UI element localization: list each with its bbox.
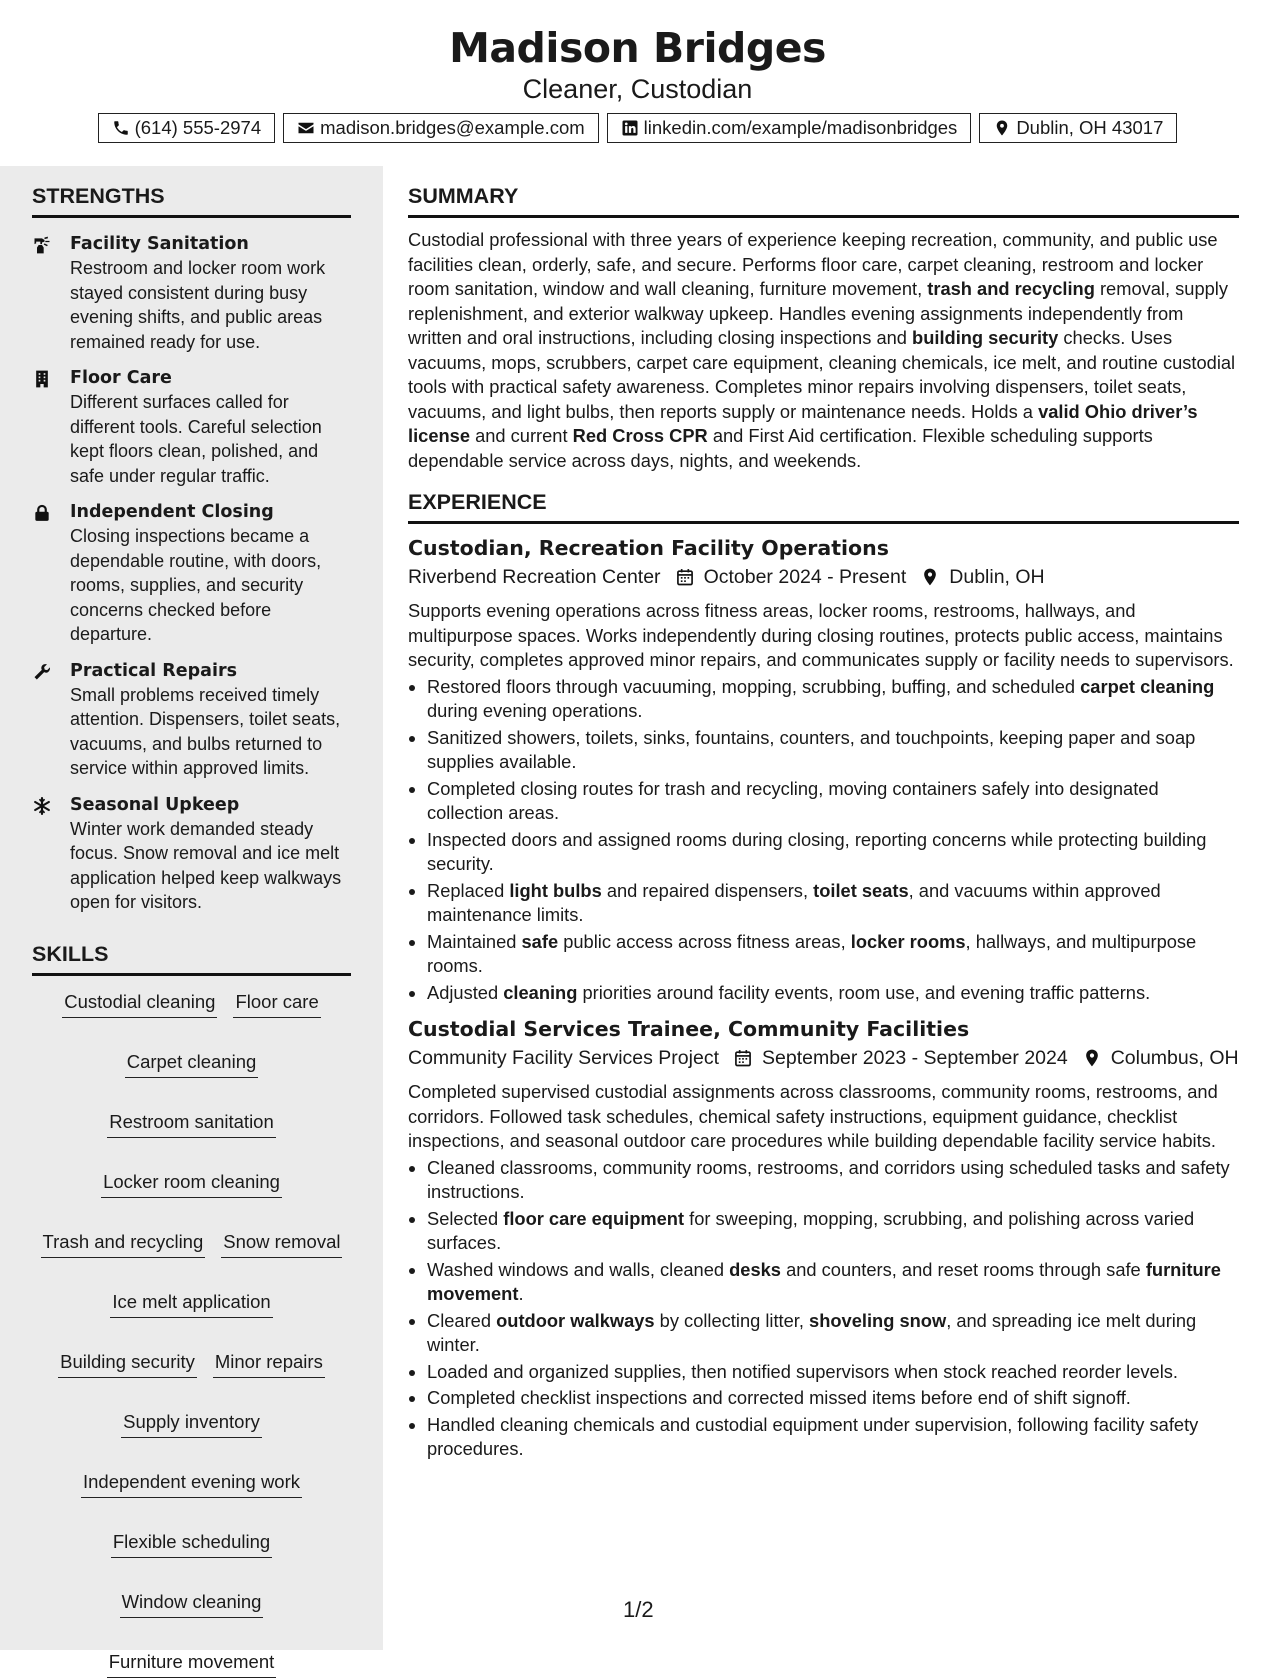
- job-entry: [408, 1015, 1239, 1462]
- bullet-text: and repaired dispensers,: [601, 879, 814, 901]
- job-dates: September 2023 - September 2024: [762, 1047, 1068, 1069]
- phone-icon: [112, 119, 130, 137]
- bullet-text: Handled cleaning chemicals and custodial equipment under supervision, following facility safety procedures.: [427, 1413, 1199, 1459]
- contact-bar: [0, 113, 1275, 143]
- snowflake-icon: [32, 796, 52, 816]
- bullet-keyword: cleaning: [503, 981, 578, 1003]
- bullet-item: [427, 1413, 1239, 1462]
- bullet-text: Completed checklist inspections and corrected missed items before end of shift signoff.: [427, 1387, 1131, 1408]
- strength-title: Independent Closing: [70, 502, 274, 522]
- job-title: Custodian, Recreation Facility Operations: [408, 536, 889, 560]
- job-meta: [408, 1046, 1239, 1070]
- bullet-keyword: shoveling snow: [809, 1309, 947, 1331]
- bullet-text: .: [518, 1283, 524, 1304]
- bullet-text: Completed closing routes for trash and recycling, moving containers safely into designated collection areas.: [427, 777, 1159, 823]
- phone-text: (614) 555-2974: [134, 117, 262, 138]
- linkedin-chip[interactable]: [607, 113, 972, 143]
- strengths-heading: STRENGTHS: [32, 183, 351, 218]
- calendar-icon: [675, 567, 695, 587]
- strength-title: Seasonal Upkeep: [70, 794, 240, 815]
- job-title: Custodial Services Trainee, Community Facilities: [408, 1017, 970, 1041]
- bullet-text: priorities around facility events, room use, and evening traffic patterns.: [577, 981, 1151, 1003]
- skill-tag: Independent evening work: [81, 1470, 302, 1498]
- bullet-item: [427, 1309, 1239, 1358]
- bullet-item: [427, 1360, 1239, 1385]
- bullet-keyword: outdoor walkways: [496, 1309, 655, 1331]
- skill-tag: Custodial cleaning: [62, 990, 217, 1018]
- strength-item: [32, 793, 351, 915]
- job-company: Community Facility Services Project: [408, 1047, 719, 1069]
- summary-keyword: trash and recycling: [927, 278, 1095, 299]
- skill-tag: Trash and recycling: [41, 1230, 206, 1258]
- bullet-text: Cleaned classrooms, community rooms, restrooms, and corridors using scheduled tasks and safety instructions.: [427, 1156, 1230, 1202]
- bullet-item: [427, 1386, 1239, 1411]
- page-number: 1/2: [623, 1597, 654, 1622]
- bullet-text: and counters, and reset rooms through safe: [780, 1258, 1146, 1280]
- summary-heading: SUMMARY: [408, 183, 1239, 218]
- skill-tag: Flexible scheduling: [111, 1530, 272, 1558]
- bullet-item: [427, 981, 1239, 1006]
- job-location: Dublin, OH: [949, 566, 1045, 588]
- bullet-text: Loaded and organized supplies, then notified supervisors when stock reached reorder levels.: [427, 1360, 1179, 1382]
- skill-tag: Furniture movement: [107, 1650, 277, 1678]
- bullet-text: Sanitized showers, toilets, sinks, fountains, counters, and touchpoints, keeping paper and soap supplies available.: [427, 726, 1196, 772]
- job-dates: October 2024 - Present: [703, 566, 907, 588]
- bullet-text: by collecting litter,: [654, 1309, 810, 1331]
- summary-segment: Custodial professional with three years of experience keeping recreation, community, and public use facilities clean, orderly, safe, and secure. Performs floor care, carpet cleaning, restroom and locker room sanitation, window and wall cleaning, furniture movement,: [408, 229, 1218, 299]
- bullet-text: Adjusted: [427, 981, 504, 1003]
- strength-description: Closing inspections became a dependable routine, with doors, rooms, supplies, and security concerns checked before departure.: [70, 526, 322, 644]
- bullet-text: public access across fitness areas,: [558, 930, 851, 952]
- skills-heading: SKILLS: [32, 941, 351, 976]
- linkedin-icon: [621, 119, 639, 137]
- bullet-item: [427, 1207, 1239, 1256]
- bullet-text: Inspected doors and assigned rooms during closing, reporting concerns while protecting building security.: [427, 828, 1207, 874]
- lock-icon: [32, 503, 52, 523]
- phone-chip[interactable]: [98, 113, 276, 143]
- bullet-text: Cleared: [427, 1309, 497, 1331]
- bullet-text: , and vacuums within approved maintenance limits.: [427, 879, 1161, 925]
- job-description: Completed supervised custodial assignments across classrooms, community rooms, restrooms, and corridors. Followed task schedules, chemical safety instructions, equipment guidance, checklist inspections, and seasonal outdoor care procedures while building dependable facility service habits.: [408, 1081, 1218, 1151]
- job-bullets: [408, 1156, 1239, 1462]
- bullet-text: for sweeping, mopping, scrubbing, and polishing across varied surfaces.: [427, 1207, 1195, 1253]
- strength-description: Small problems received timely attention. Dispensers, toilet seats, vacuums, and bulbs returned to service within approved limits.: [70, 684, 341, 778]
- summary-segment: removal, supply replenishment, and exterior walkway upkeep. Handles evening assignments independently from written and oral instructions, including closing inspections and: [408, 278, 1228, 348]
- candidate-title: Cleaner, Custodian: [522, 74, 753, 104]
- bullet-item: [427, 777, 1239, 826]
- bullet-text: during evening operations.: [427, 700, 643, 721]
- skill-tag: Snow removal: [221, 1230, 342, 1258]
- email-chip[interactable]: [283, 113, 599, 143]
- skill-tag: Minor repairs: [213, 1350, 325, 1378]
- bullet-keyword: carpet cleaning: [1080, 675, 1215, 697]
- bullet-text: Restored floors through vacuuming, mopping, scrubbing, buffing, and scheduled: [427, 675, 1081, 697]
- job-bullets: [408, 675, 1239, 1006]
- strength-item: [32, 232, 351, 354]
- map-pin-icon: [1082, 1048, 1102, 1068]
- bullet-keyword: locker rooms: [850, 930, 966, 952]
- bullet-keyword: desks: [729, 1258, 781, 1280]
- calendar-icon: [733, 1048, 753, 1068]
- summary-keyword: building security: [912, 327, 1059, 348]
- bullet-keyword: light bulbs: [509, 879, 602, 901]
- wrench-icon: [32, 662, 52, 682]
- skill-tag: Building security: [58, 1350, 197, 1378]
- bullet-item: [427, 1156, 1239, 1205]
- candidate-name: Madison Bridges: [449, 24, 826, 72]
- skill-tag: Restroom sanitation: [107, 1110, 276, 1138]
- main-content: [408, 183, 1239, 1464]
- bullet-item: [427, 879, 1239, 928]
- bullet-keyword: furniture movement: [427, 1258, 1221, 1304]
- summary-segment: and First Aid certification. Flexible scheduling supports dependable service across days, nights, and weekends.: [408, 425, 1153, 471]
- skill-tag: Floor care: [233, 990, 320, 1018]
- bullet-text: , hallways, and multipurpose rooms.: [427, 930, 1197, 976]
- skill-tag: Ice melt application: [110, 1290, 272, 1318]
- summary-segment: and current: [470, 425, 573, 446]
- location-text: Dublin, OH 43017: [1016, 117, 1164, 138]
- bullet-keyword: floor care equipment: [503, 1207, 685, 1229]
- bullet-item: [427, 675, 1239, 724]
- bullet-item: [427, 930, 1239, 979]
- linkedin-text: linkedin.com/example/madisonbridges: [643, 117, 958, 138]
- bullet-text: Washed windows and walls, cleaned: [427, 1258, 730, 1280]
- job-location: Columbus, OH: [1110, 1047, 1239, 1069]
- summary-text: [408, 228, 1239, 473]
- strength-description: Winter work demanded steady focus. Snow removal and ice melt application helped keep walkways open for visitors.: [70, 818, 342, 912]
- bullet-text: Maintained: [427, 930, 522, 952]
- envelope-icon: [297, 119, 315, 137]
- job-company: Riverbend Recreation Center: [408, 566, 661, 588]
- bullet-keyword: toilet seats: [813, 879, 909, 901]
- bullet-text: Selected: [427, 1207, 504, 1229]
- job-description: Supports evening operations across fitness areas, locker rooms, restrooms, hallways, and multipurpose spaces. Works independently during closing routines, protects public access, maintains security, completes approved minor repairs, and communicates supply or facility needs to supervisors.: [408, 600, 1234, 670]
- bullet-item: [427, 828, 1239, 877]
- spray-bottle-icon: [32, 235, 52, 255]
- experience-heading: EXPERIENCE: [408, 489, 1239, 524]
- strength-item: [32, 500, 351, 647]
- strength-item: [32, 366, 351, 488]
- skill-tag: Locker room cleaning: [101, 1170, 282, 1198]
- bullet-text: Replaced: [427, 879, 510, 901]
- location-chip: [979, 113, 1177, 143]
- map-pin-icon: [993, 119, 1011, 137]
- strength-description: Different surfaces called for different tools. Careful selection kept floors clean, polished, and safe under regular traffic.: [70, 392, 322, 486]
- email-text: madison.bridges@example.com: [320, 117, 585, 138]
- skill-tag: Supply inventory: [121, 1410, 262, 1438]
- bullet-item: [427, 1258, 1239, 1307]
- job-meta: [408, 565, 1239, 589]
- building-icon: [32, 369, 52, 389]
- strength-title: Floor Care: [70, 368, 172, 388]
- skills-list: [32, 990, 351, 1678]
- strength-title: Practical Repairs: [70, 660, 238, 681]
- strength-description: Restroom and locker room work stayed consistent during busy evening shifts, and public areas remained ready for use.: [70, 258, 326, 352]
- bullet-text: , and spreading ice melt during winter.: [427, 1309, 1197, 1355]
- strength-title: Facility Sanitation: [70, 234, 249, 254]
- skill-tag: Carpet cleaning: [125, 1050, 259, 1078]
- sidebar: [0, 166, 383, 1672]
- summary-keyword: valid Ohio driver’s license: [408, 400, 1198, 446]
- summary-keyword: Red Cross CPR: [572, 425, 708, 446]
- summary-segment: checks. Uses vacuums, mops, scrubbers, carpet care equipment, cleaning chemicals, ice melt, and routine custodial tools with practical safety awareness. Completes minor repairs involving dispensers, toilet seats, vacuums, and light bulbs, then reports supply or maintenance needs. Holds a: [408, 327, 1236, 422]
- strength-item: [32, 659, 351, 781]
- bullet-item: [427, 726, 1239, 775]
- job-entry: [408, 534, 1239, 1005]
- bullet-keyword: safe: [521, 930, 559, 952]
- skill-tag: Window cleaning: [120, 1590, 264, 1618]
- map-pin-icon: [920, 567, 940, 587]
